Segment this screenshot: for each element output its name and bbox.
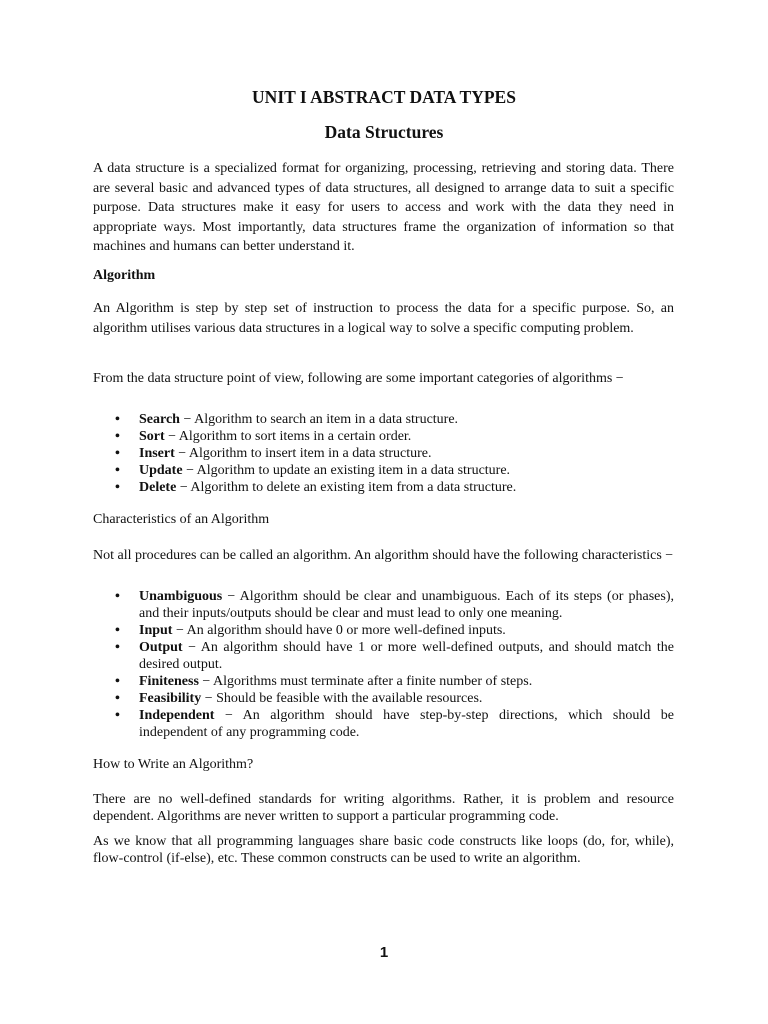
characteristic-term: Unambiguous (139, 589, 223, 604)
bullet-icon: • (115, 429, 120, 444)
howto-heading: How to Write an Algorithm? (93, 757, 254, 772)
categories-intro: From the data structure point of view, following are some important categories of algorithms − (93, 371, 624, 386)
list-item (93, 673, 674, 690)
category-term: Update (139, 463, 183, 478)
characteristics-list (93, 588, 674, 741)
bullet-icon: • (115, 691, 120, 706)
category-desc: − Algorithm to update an existing item in a data structure. (182, 463, 511, 478)
list-item (93, 462, 674, 479)
category-desc: − Algorithm to delete an existing item from a data structure. (176, 480, 517, 495)
characteristic-term: Feasibility (139, 691, 202, 706)
section-title: Data Structures (324, 122, 444, 142)
characteristic-desc: − An algorithm should have 1 or more well-defined outputs, and should match the desired output. (139, 640, 674, 672)
howto-paragraph-2: As we know that all programming languages share basic code constructs like loops (do, for, while), flow-control (if-else), etc. These common constructs can be used to write an algorithm. (93, 834, 674, 866)
category-term: Sort (139, 429, 165, 444)
bullet-icon: • (115, 708, 120, 723)
characteristic-term: Independent (139, 708, 215, 723)
characteristic-desc: − Should be feasible with the available resources. (201, 691, 483, 706)
list-item (93, 622, 674, 639)
category-term: Search (139, 412, 180, 427)
characteristic-term: Finiteness (139, 674, 199, 689)
unit-title: UNIT I ABSTRACT DATA TYPES (252, 87, 516, 107)
characteristic-desc: − Algorithms must terminate after a finite number of steps. (198, 674, 533, 689)
bullet-icon: • (115, 674, 120, 689)
list-item (93, 588, 674, 622)
bullet-icon: • (115, 446, 120, 461)
characteristic-desc: − An algorithm should have 0 or more well-defined inputs. (172, 623, 506, 638)
bullet-icon: • (115, 640, 120, 655)
category-desc: − Algorithm to insert item in a data structure. (174, 446, 432, 461)
bullet-icon: • (115, 412, 120, 427)
characteristic-term: Output (139, 640, 183, 655)
bullet-icon: • (115, 463, 120, 478)
page-number: 1 (379, 944, 389, 961)
algorithm-heading: Algorithm (93, 268, 156, 283)
list-item (93, 411, 674, 428)
list-item (93, 445, 674, 462)
bullet-icon: • (115, 589, 120, 604)
characteristics-heading: Characteristics of an Algorithm (93, 512, 270, 527)
bullet-icon: • (115, 480, 120, 495)
list-item (93, 690, 674, 707)
category-term: Insert (139, 446, 175, 461)
characteristic-term: Input (139, 623, 173, 638)
categories-list (93, 411, 674, 496)
characteristic-desc: − An algorithm should have step-by-step directions, which should be independent of any programming code. (139, 708, 674, 740)
bullet-icon: • (115, 623, 120, 638)
list-item (93, 428, 674, 445)
category-desc: − Algorithm to sort items in a certain order. (164, 429, 412, 444)
characteristics-intro: Not all procedures can be called an algorithm. An algorithm should have the following characteristics − (93, 548, 674, 563)
list-item (93, 479, 674, 496)
list-item (93, 707, 674, 741)
characteristic-desc: − Algorithm should be clear and unambiguous. Each of its steps (or phases), and their inputs/outputs should be clear and must lead to only one meaning. (139, 589, 674, 621)
category-term: Delete (139, 480, 177, 495)
intro-paragraph: A data structure is a specialized format for organizing, processing, retrieving and storing data. There are several basic and advanced types of data structures, all designed to arrange data to suit a specific purpose. Data structures make it easy for users to access and work with the data they need in appropriate ways. Most importantly, data structures frame the organization of information so that machines and humans can better understand it. (93, 161, 674, 254)
category-desc: − Algorithm to search an item in a data structure. (179, 412, 459, 427)
howto-paragraph-1: There are no well-defined standards for writing algorithms. Rather, it is problem and resource dependent. Algorithms are never written to support a particular programming code. (93, 792, 674, 824)
algorithm-paragraph: An Algorithm is step by step set of instruction to process the data for a specific purpose. So, an algorithm utilises various data structures in a logical way to solve a specific computing problem. (93, 301, 674, 336)
list-item (93, 639, 674, 673)
